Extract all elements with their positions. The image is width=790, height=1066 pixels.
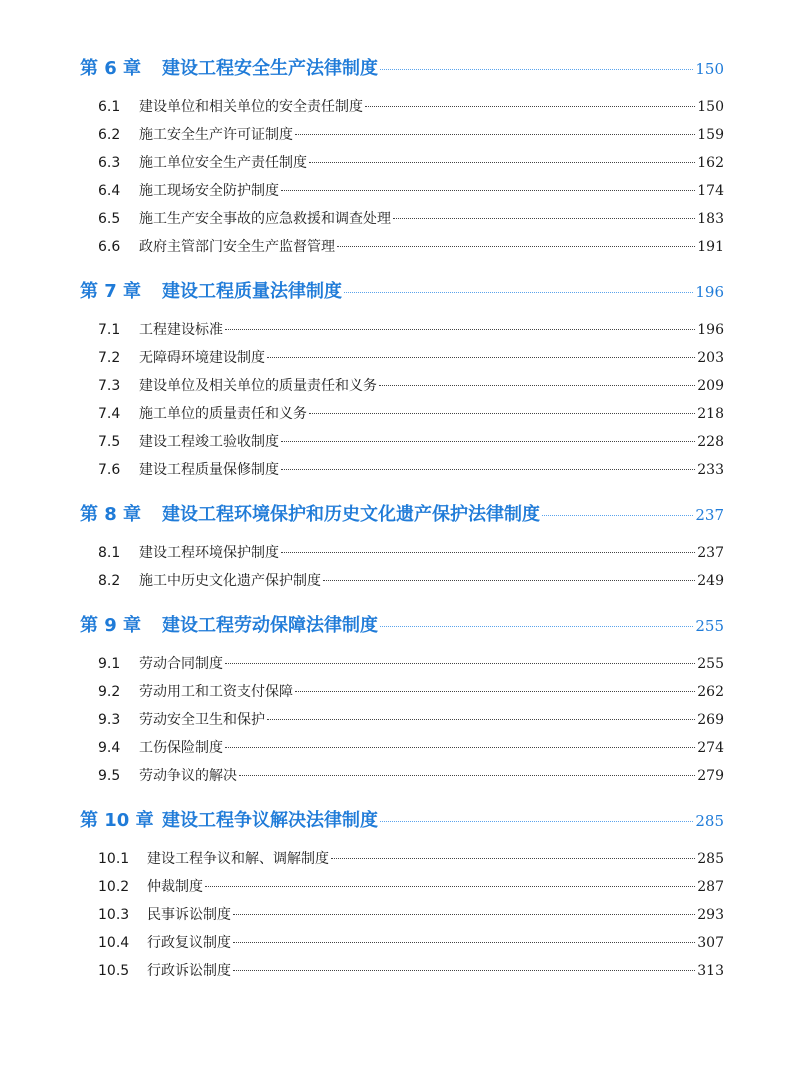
section-page-number: 293 (697, 907, 724, 923)
dot-leader (344, 292, 693, 293)
section-title: 民事诉讼制度 (147, 907, 231, 923)
chapter-number: 第 7 章 (80, 281, 142, 302)
section-title: 建设工程竣工验收制度 (139, 434, 279, 450)
section-page-number: 255 (697, 656, 724, 672)
section-title: 劳动合同制度 (139, 656, 223, 672)
section-page-number: 196 (697, 322, 724, 338)
section-title: 劳动争议的解决 (139, 768, 237, 784)
dot-leader (225, 663, 695, 664)
section-page-number: 279 (697, 768, 724, 784)
section-page-number: 159 (697, 127, 724, 143)
section-title: 工伤保险制度 (139, 740, 223, 756)
section-title: 行政复议制度 (147, 935, 231, 951)
section-title: 施工单位的质量责任和义务 (139, 406, 307, 422)
section-title: 施工中历史文化遗产保护制度 (139, 573, 321, 589)
section-number: 10.4 (98, 935, 130, 951)
section-page-number: 285 (697, 851, 724, 867)
dot-leader (542, 515, 693, 516)
chapter-title: 建设工程劳动保障法律制度 (162, 615, 378, 636)
dot-leader (205, 886, 695, 887)
dot-leader (295, 134, 695, 135)
section-number: 6.6 (98, 239, 121, 255)
dot-leader (295, 691, 695, 692)
dot-leader (331, 858, 695, 859)
dot-leader (309, 162, 695, 163)
section-title: 建设单位及相关单位的质量责任和义务 (139, 378, 377, 394)
chapter-entry[interactable] (80, 806, 724, 832)
dot-leader (309, 413, 695, 414)
section-number: 10.1 (98, 851, 130, 867)
dot-leader (393, 218, 695, 219)
dot-leader (365, 106, 695, 107)
section-number: 6.3 (98, 155, 121, 171)
section-page-number: 209 (697, 378, 724, 394)
section-number: 6.1 (98, 99, 121, 115)
section-page-number: 174 (697, 183, 724, 199)
section-page-number: 287 (697, 879, 724, 895)
dot-leader (379, 385, 695, 386)
dot-leader (281, 441, 695, 442)
section-title: 仲裁制度 (147, 879, 203, 895)
section-number: 9.1 (98, 656, 121, 672)
section-number: 7.3 (98, 378, 121, 394)
section-number: 10.5 (98, 963, 130, 979)
section-number: 9.4 (98, 740, 121, 756)
section-number: 6.4 (98, 183, 121, 199)
dot-leader (225, 747, 695, 748)
section-entry[interactable] (98, 765, 724, 785)
dot-leader (337, 246, 695, 247)
section-entry[interactable] (98, 180, 724, 200)
section-entry[interactable] (98, 96, 724, 116)
chapter-entry[interactable] (80, 277, 724, 303)
section-number: 10.2 (98, 879, 130, 895)
section-title: 建设工程环境保护制度 (139, 545, 279, 561)
section-page-number: 313 (697, 963, 724, 979)
section-entry[interactable] (98, 347, 724, 367)
chapter-title: 建设工程争议解决法律制度 (162, 810, 378, 831)
section-number: 9.5 (98, 768, 121, 784)
chapter-entry[interactable] (80, 54, 724, 80)
chapter-number: 第 10 章 (80, 810, 154, 831)
chapter-number: 第 9 章 (80, 615, 142, 636)
section-title: 政府主管部门安全生产监督管理 (139, 239, 335, 255)
chapter-page-number: 150 (695, 60, 724, 78)
section-title: 施工安全生产许可证制度 (139, 127, 293, 143)
dot-leader (233, 914, 695, 915)
section-page-number: 237 (697, 545, 724, 561)
section-entry[interactable] (98, 681, 724, 701)
section-number: 7.4 (98, 406, 121, 422)
chapter-page-number: 255 (695, 617, 724, 635)
section-page-number: 191 (697, 239, 724, 255)
dot-leader (281, 469, 695, 470)
section-title: 劳动安全卫生和保护 (139, 712, 265, 728)
chapter-entry[interactable] (80, 500, 724, 526)
chapter-title: 建设工程安全生产法律制度 (162, 58, 378, 79)
section-entry[interactable] (98, 653, 724, 673)
section-entry[interactable] (98, 542, 724, 562)
section-entry[interactable] (98, 709, 724, 729)
section-page-number: 218 (697, 406, 724, 422)
section-entry[interactable] (98, 960, 724, 980)
section-entry[interactable] (98, 848, 724, 868)
section-number: 7.2 (98, 350, 121, 366)
section-entry[interactable] (98, 152, 724, 172)
section-number: 7.5 (98, 434, 121, 450)
section-entry[interactable] (98, 319, 724, 339)
section-number: 9.2 (98, 684, 121, 700)
section-title: 建设单位和相关单位的安全责任制度 (139, 99, 363, 115)
section-entry[interactable] (98, 459, 724, 479)
section-page-number: 233 (697, 462, 724, 478)
section-page-number: 249 (697, 573, 724, 589)
section-entry[interactable] (98, 570, 724, 590)
section-entry[interactable] (98, 208, 724, 228)
section-title: 施工现场安全防护制度 (139, 183, 279, 199)
section-page-number: 262 (697, 684, 724, 700)
section-entry[interactable] (98, 876, 724, 896)
dot-leader (380, 626, 693, 627)
chapter-entry[interactable] (80, 611, 724, 637)
chapter-title: 建设工程环境保护和历史文化遗产保护法律制度 (162, 504, 540, 525)
dot-leader (239, 775, 695, 776)
section-page-number: 162 (697, 155, 724, 171)
dot-leader (380, 69, 693, 70)
chapter-page-number: 285 (695, 812, 724, 830)
chapter-page-number: 196 (695, 283, 724, 301)
section-number: 8.1 (98, 545, 121, 561)
section-entry[interactable] (98, 932, 724, 952)
section-page-number: 183 (697, 211, 724, 227)
dot-leader (281, 190, 695, 191)
section-entry[interactable] (98, 124, 724, 144)
section-number: 6.2 (98, 127, 121, 143)
section-entry[interactable] (98, 236, 724, 256)
section-number: 6.5 (98, 211, 121, 227)
section-page-number: 269 (697, 712, 724, 728)
dot-leader (323, 580, 695, 581)
section-number: 7.1 (98, 322, 121, 338)
section-entry[interactable] (98, 904, 724, 924)
chapter-title: 建设工程质量法律制度 (162, 281, 342, 302)
section-title: 建设工程争议和解、调解制度 (147, 851, 329, 867)
section-page-number: 228 (697, 434, 724, 450)
dot-leader (267, 357, 695, 358)
chapter-number: 第 6 章 (80, 58, 142, 79)
section-title: 施工单位安全生产责任制度 (139, 155, 307, 171)
section-entry[interactable] (98, 431, 724, 451)
dot-leader (225, 329, 695, 330)
section-number: 7.6 (98, 462, 121, 478)
dot-leader (380, 821, 693, 822)
section-title: 建设工程质量保修制度 (139, 462, 279, 478)
section-title: 工程建设标准 (139, 322, 223, 338)
section-title: 无障碍环境建设制度 (139, 350, 265, 366)
dot-leader (233, 942, 695, 943)
chapter-number: 第 8 章 (80, 504, 142, 525)
dot-leader (267, 719, 695, 720)
section-title: 行政诉讼制度 (147, 963, 231, 979)
section-page-number: 150 (697, 99, 724, 115)
dot-leader (281, 552, 695, 553)
section-title: 劳动用工和工资支付保障 (139, 684, 293, 700)
section-entry[interactable] (98, 375, 724, 395)
section-number: 10.3 (98, 907, 130, 923)
section-entry[interactable] (98, 737, 724, 757)
section-number: 8.2 (98, 573, 121, 589)
chapter-page-number: 237 (695, 506, 724, 524)
dot-leader (233, 970, 695, 971)
section-page-number: 203 (697, 350, 724, 366)
section-title: 施工生产安全事故的应急救援和调查处理 (139, 211, 391, 227)
section-number: 9.3 (98, 712, 121, 728)
section-page-number: 274 (697, 740, 724, 756)
section-page-number: 307 (697, 935, 724, 951)
section-entry[interactable] (98, 403, 724, 423)
